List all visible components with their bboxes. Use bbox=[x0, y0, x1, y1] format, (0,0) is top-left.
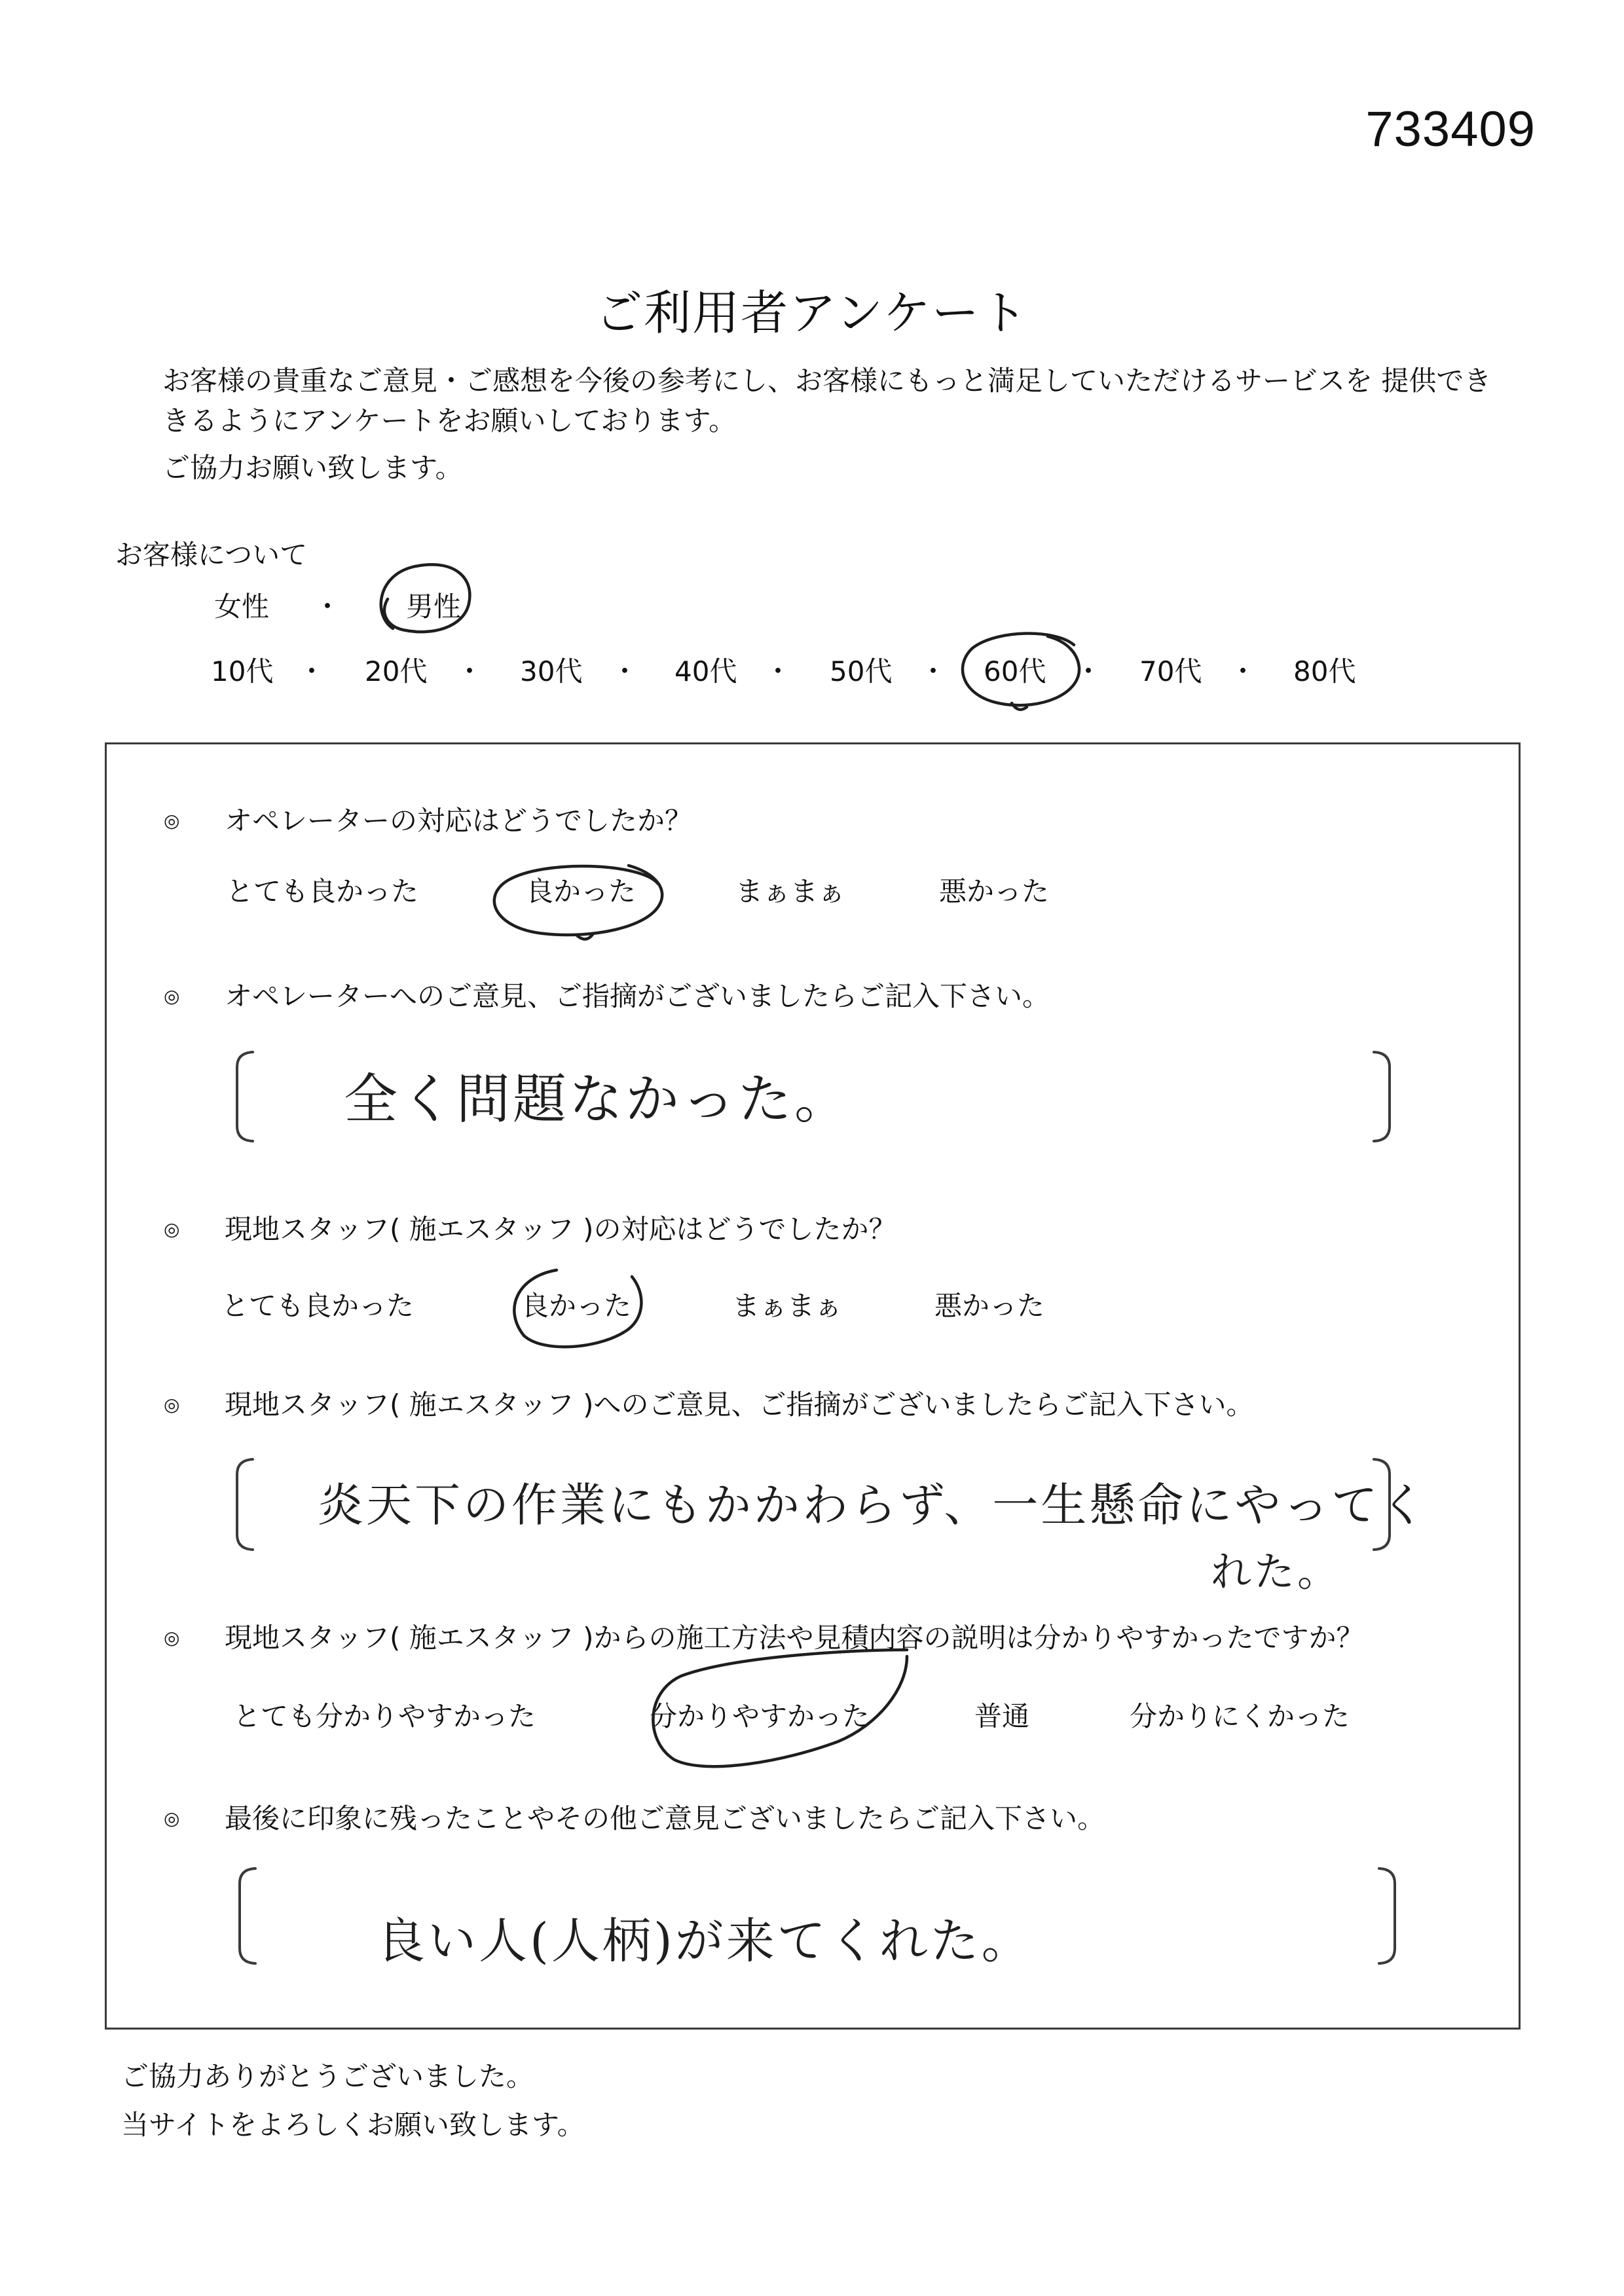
age-option-30s: 30代 bbox=[520, 655, 583, 687]
gender-option-female: 女性 bbox=[214, 591, 270, 623]
separator: ・ bbox=[764, 655, 792, 687]
option-good: 良かった bbox=[521, 1290, 632, 1322]
option-so-so: まぁまぁ bbox=[735, 875, 846, 907]
separator: ・ bbox=[611, 655, 639, 687]
separator: ・ bbox=[919, 655, 948, 687]
question-bullet-icon: ◎ bbox=[164, 810, 180, 831]
option-unclear: 分かりにくかった bbox=[1130, 1700, 1350, 1732]
option-bad: 悪かった bbox=[934, 1290, 1045, 1322]
intro-line: きるようにアンケートをお願いしております。 bbox=[162, 405, 737, 437]
customer-heading: お客様について bbox=[115, 539, 308, 571]
question-bullet-icon: ◎ bbox=[164, 1808, 180, 1829]
separator: ・ bbox=[1075, 655, 1103, 687]
option-very-clear: とても分かりやすかった bbox=[233, 1700, 536, 1732]
reference-number: 733409 bbox=[1365, 101, 1536, 157]
age-option-60s: 60代 bbox=[984, 655, 1046, 687]
question-bullet-icon: ◎ bbox=[164, 1218, 180, 1240]
question-bullet-icon: ◎ bbox=[164, 1627, 180, 1649]
option-very-good: とても良かった bbox=[226, 875, 419, 907]
age-option-50s: 50代 bbox=[830, 655, 893, 687]
handwritten-answer: 良い人(人柄)が来てくれた。 bbox=[377, 1913, 1033, 1969]
age-option-40s: 40代 bbox=[674, 655, 737, 687]
question-text: 最後に印象に残ったことやその他ご意見ございましたらご記入下さい。 bbox=[225, 1802, 1105, 1834]
option-good: 良かった bbox=[526, 875, 637, 907]
age-option-10s: 10代 bbox=[211, 655, 274, 687]
question-text: 現地スタッフ( 施エスタッフ )の対応はどうでしたか？ bbox=[225, 1213, 896, 1245]
handwritten-answer-line: 炎天下の作業にもかかわらず、一生懸命にやってく bbox=[318, 1478, 1429, 1532]
option-bad: 悪かった bbox=[939, 875, 1050, 907]
question-bullet-icon: ◎ bbox=[164, 1394, 180, 1415]
footer-line: 当サイトをよろしくお願い致します。 bbox=[121, 2109, 585, 2141]
question-text: オペレーターへのご意見、ご指摘がございましたらご記入下さい。 bbox=[225, 980, 1050, 1012]
age-option-80s: 80代 bbox=[1293, 655, 1356, 687]
handwritten-answer: 全く問題なかった。 bbox=[344, 1068, 851, 1131]
separator: ・ bbox=[456, 655, 484, 687]
separator: ・ bbox=[1229, 655, 1257, 687]
intro-line: ご協力お願い致します。 bbox=[162, 452, 463, 484]
gender-option-male: 男性 bbox=[406, 591, 462, 623]
separator: ・ bbox=[298, 655, 326, 687]
option-very-good: とても良かった bbox=[221, 1290, 415, 1322]
question-text: オペレーターの対応はどうでしたか？ bbox=[225, 805, 693, 837]
separator: ・ bbox=[314, 591, 342, 623]
age-option-20s: 20代 bbox=[365, 655, 428, 687]
footer-line: ご協力ありがとうございました。 bbox=[121, 2060, 534, 2092]
questionnaire-box bbox=[105, 742, 1521, 2030]
question-text: 現地スタッフ( 施エスタッフ )へのご意見、ご指摘がございましたらご記入下さい。 bbox=[225, 1389, 1254, 1421]
option-average: 普通 bbox=[974, 1700, 1030, 1732]
question-text: 現地スタッフ( 施エスタッフ )からの施工方法や見積内容の説明は分かりやすかったですか？ bbox=[225, 1622, 1364, 1654]
intro-line: お客様の貴重なご意見・ご感想を今後の参考にし、お客様にもっと満足していただけるサービスを 提供でき bbox=[162, 365, 1492, 397]
question-bullet-icon: ◎ bbox=[164, 985, 180, 1007]
option-clear: 分かりやすかった bbox=[650, 1700, 870, 1732]
option-so-so: まぁまぁ bbox=[732, 1290, 843, 1322]
handwritten-answer-line: れた。 bbox=[1211, 1548, 1341, 1595]
page-title: ご利用者アンケート bbox=[595, 285, 1029, 340]
age-option-70s: 70代 bbox=[1139, 655, 1202, 687]
